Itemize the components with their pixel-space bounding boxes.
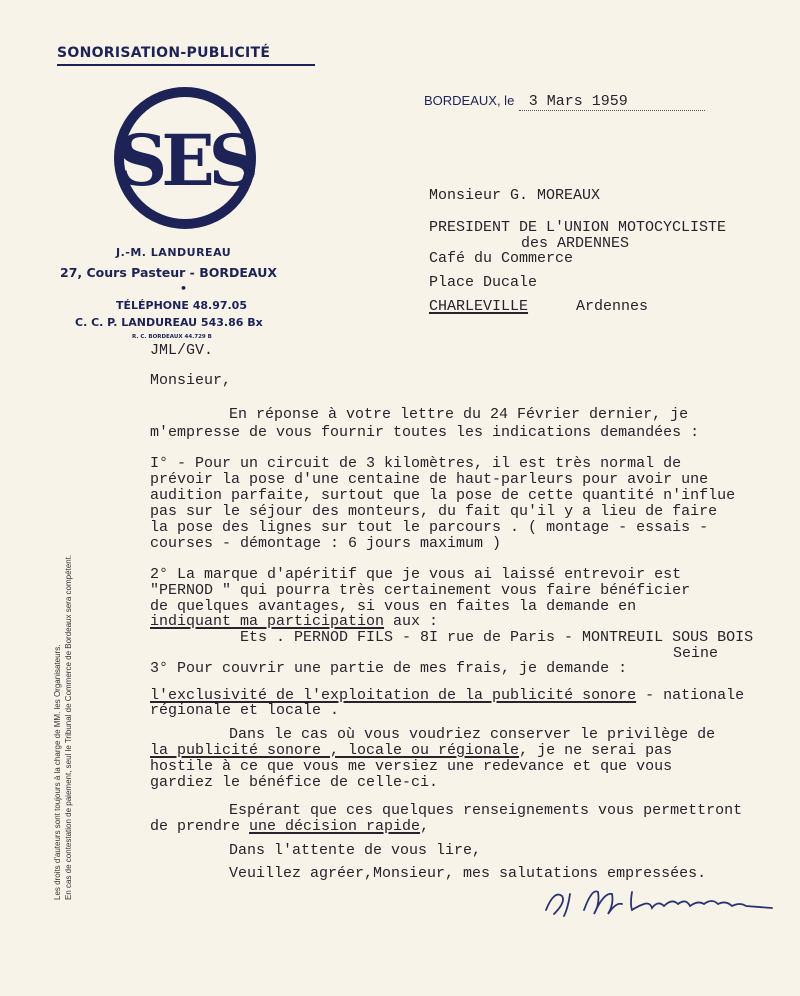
recipient-region: Ardennes: [576, 298, 649, 315]
legal-side-note-line-2: En cas de contestation de paiement, seul le Tribunal de Commerce de Bordeaux sera compétent.: [64, 554, 73, 900]
company-type-heading: SONORISATION-PUBLICITÉ: [57, 45, 271, 61]
paragraph-3-line-4: [150, 613, 438, 630]
recipient-city: CHARLEVILLE: [429, 298, 529, 315]
date-place: BORDEAUX, le: [424, 93, 515, 108]
company-logo: [113, 86, 257, 230]
paragraph-6-line-2: [150, 818, 429, 835]
logo-text: SES: [116, 119, 254, 202]
paragraph-6-line-2-head: de prendre: [150, 818, 250, 835]
rc-number: R. C. BORDEAUX 44.729 B: [132, 334, 212, 340]
paragraph-3-line-4-tail: aux :: [384, 613, 439, 630]
paragraph-1-line-1: En réponse à votre lettre du 24 Février dernier, je: [229, 406, 689, 423]
recipient-street: Place Ducale: [429, 274, 538, 291]
paragraph-5-line-2: [150, 742, 672, 759]
recipient-title: PRESIDENT DE L'UNION MOTOCYCLISTE: [429, 219, 727, 236]
paragraph-4-line-3: régionale et locale .: [150, 702, 340, 719]
legal-side-note-line-1: Les droits d'auteurs sont toujours à la charge de MM. les Organisateurs.: [53, 644, 62, 900]
underlined-exclusivity: l'exclusivité de l'exploitation de la publicité sonore: [150, 687, 637, 704]
paragraph-6-line-2-tail: ,: [420, 818, 430, 835]
company-address: 27, Cours Pasteur - BORDEAUX: [60, 265, 277, 280]
underlined-publicity: la publicité sonore , locale ou régionale: [150, 742, 520, 759]
paragraph-3-line-1: 2° La marque d'apéritif que je vous ai laissé entrevoir est: [150, 566, 682, 583]
pernod-dept: Seine: [673, 645, 719, 662]
letter-date: 3 Mars 1959: [519, 93, 705, 111]
paragraph-3-line-3: de quelques avantages, si vous en faites la demande en: [150, 598, 637, 615]
paragraph-5-line-2-tail: , je ne serai pas: [519, 742, 673, 759]
salutation: Monsieur,: [150, 372, 232, 389]
closing-line-2: Veuillez agréer,Monsieur, mes salutations empressées.: [229, 865, 707, 882]
paragraph-4-line-2-tail: - nationale: [636, 687, 745, 704]
separator-bullet: •: [180, 282, 188, 295]
paragraph-2-line-4: pas sur le séjour des monteurs, du fait qu'il y a lieu de faire: [150, 503, 718, 520]
phone-number: TÉLÉPHONE 48.97.05: [116, 299, 247, 312]
ccp-number: C. C. P. LANDUREAU 543.86 Bx: [75, 316, 263, 329]
legal-side-note: [52, 555, 74, 900]
recipient-title-2: des ARDENNES: [521, 235, 630, 252]
paragraph-2-line-6: courses - démontage : 6 jours maximum ): [150, 535, 502, 552]
paragraph-5-line-3: hostile à ce que vous me versiez une redevance et que vous: [150, 758, 673, 775]
paragraph-2-line-1: I° - Pour un circuit de 3 kilomètres, il est très normal de: [150, 455, 682, 472]
paragraph-2-line-5: la pose des lignes sur tout le parcours . ( montage - essais -: [150, 519, 709, 536]
pernod-address: Ets . PERNOD FILS - 8I rue de Paris - MONTREUIL SOUS BOIS: [240, 629, 754, 646]
paragraph-5-line-4: gardiez le bénéfice de celle-ci.: [150, 774, 439, 791]
paragraph-2-line-3: audition parfaite, surtout que la pose de cette quantité n'influe: [150, 487, 736, 504]
paragraph-1-line-2: m'empresse de vous fournir toutes les indications demandées :: [150, 424, 700, 441]
paragraph-3-line-2: "PERNOD " qui pourra très certainement vous faire bénéficier: [150, 582, 691, 599]
owner-name: J.-M. LANDUREAU: [116, 246, 232, 259]
recipient-name: Monsieur G. MOREAUX: [429, 187, 601, 204]
heading-underline: [57, 64, 315, 66]
closing-line-1: Dans l'attente de vous lire,: [229, 842, 482, 859]
underlined-participation: indiquant ma participation: [150, 613, 385, 630]
underlined-decision: une décision rapide: [249, 818, 421, 835]
handwritten-signature: [540, 880, 790, 930]
paragraph-6-line-1: Espérant que ces quelques renseignements vous permettront: [229, 802, 743, 819]
date-line: [424, 92, 724, 111]
recipient-venue: Café du Commerce: [429, 250, 574, 267]
paragraph-4-line-1: 3° Pour couvrir une partie de mes frais, je demande :: [150, 660, 628, 677]
paragraph-2-line-2: prévoir la pose d'une centaine de haut-parleurs pour avoir une: [150, 471, 709, 488]
reference: JML/GV.: [150, 342, 214, 359]
paragraph-5-line-1: Dans le cas où vous voudriez conserver le privilège de: [229, 726, 716, 743]
